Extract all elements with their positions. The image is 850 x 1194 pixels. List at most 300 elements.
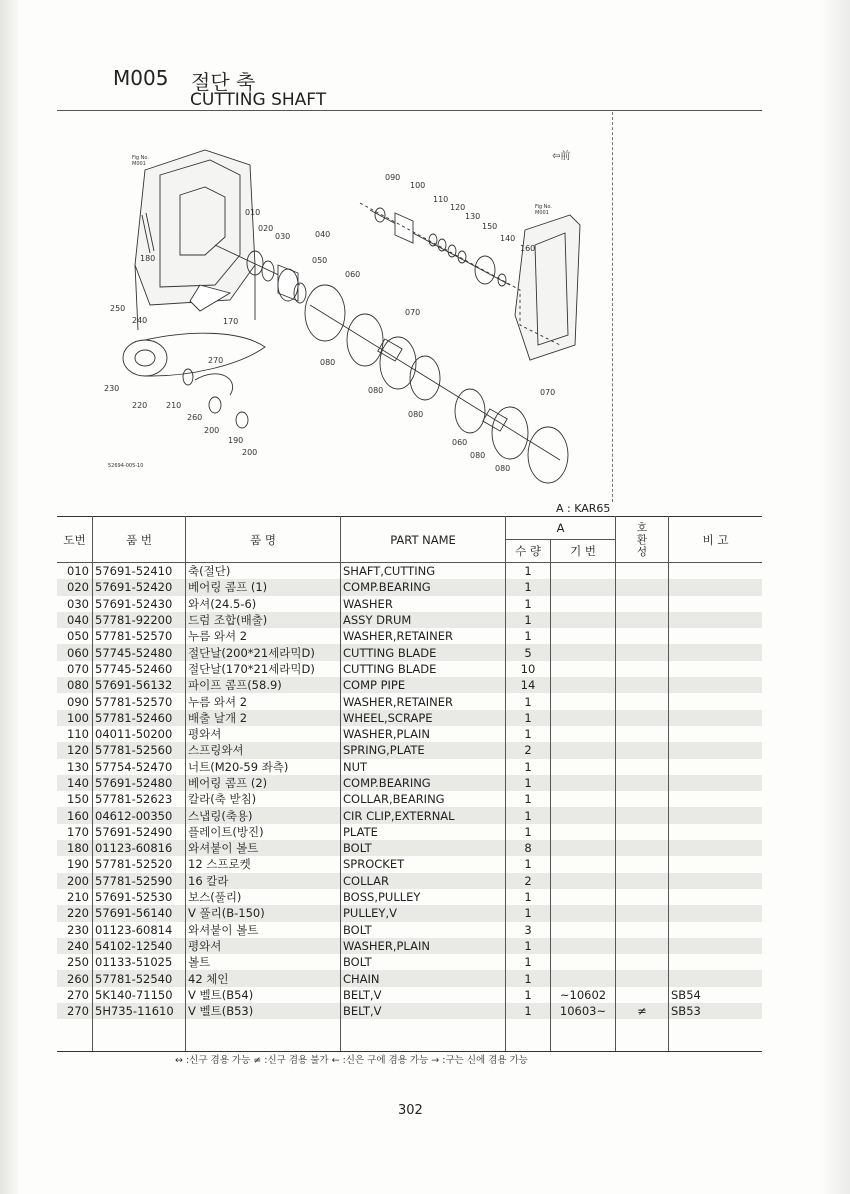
row-part-no: 57781-52590 — [93, 873, 186, 889]
table-row — [57, 840, 762, 856]
row-interchange — [616, 954, 669, 970]
row-name-ko: V 벨트(B53) — [186, 1003, 341, 1019]
row-qty: 1 — [506, 759, 551, 775]
title-rule — [57, 110, 762, 111]
row-part-name: ASSY DRUM — [341, 612, 506, 628]
row-remarks — [669, 938, 763, 954]
svg-text:250: 250 — [110, 304, 126, 313]
table-row — [57, 742, 762, 758]
row-part-no: 57781-52623 — [93, 791, 186, 807]
svg-text:090: 090 — [385, 173, 401, 182]
row-no: 250 — [67, 955, 89, 970]
row-name-ko: 보스(풀리) — [186, 889, 341, 905]
row-no: 080 — [57, 677, 93, 693]
row-part-name: SHAFT,CUTTING — [341, 563, 506, 580]
row-qty: 2 — [506, 873, 551, 889]
table-row — [57, 987, 762, 1003]
row-serial — [551, 905, 616, 921]
svg-text:040: 040 — [315, 230, 331, 239]
row-part-name: COMP PIPE — [341, 677, 506, 693]
svg-text:210: 210 — [166, 401, 182, 410]
row-qty: 1 — [506, 579, 551, 595]
row-no: 190 — [67, 857, 89, 872]
table-filler-row — [57, 1019, 762, 1052]
row-part-no: 5K140-71150 — [93, 987, 186, 1003]
row-remarks — [669, 759, 763, 775]
row-interchange — [616, 693, 669, 709]
row-no: 010 — [67, 564, 89, 579]
row-part-name: CHAIN — [341, 970, 506, 986]
row-interchange — [616, 677, 669, 693]
row-part-no: 57691-52530 — [93, 889, 186, 905]
svg-text:170: 170 — [223, 317, 239, 326]
table-row — [57, 726, 762, 742]
svg-text:52694-005-10: 52694-005-10 — [108, 463, 144, 469]
row-serial — [551, 677, 616, 693]
row-serial: ~10602 — [551, 987, 616, 1003]
row-interchange — [616, 938, 669, 954]
row-name-ko: 절단날(170*21세라믹D) — [186, 661, 341, 677]
row-qty: 1 — [506, 1003, 551, 1019]
svg-text:050: 050 — [312, 256, 328, 265]
row-no: 120 — [57, 742, 93, 758]
row-part-name: BOLT — [341, 954, 506, 970]
row-interchange — [616, 824, 669, 840]
row-part-no: 57781-52570 — [93, 693, 186, 709]
row-part-name: COMP.BEARING — [341, 775, 506, 791]
table-row — [57, 677, 762, 693]
row-interchange — [616, 840, 669, 856]
row-part-no: 5H735-11610 — [93, 1003, 186, 1019]
row-serial — [551, 726, 616, 742]
col-header-part-name: PART NAME — [341, 517, 506, 563]
row-remarks — [669, 889, 763, 905]
row-no: 180 — [57, 840, 93, 856]
row-qty: 1 — [506, 938, 551, 954]
row-part-name: BELT,V — [341, 1003, 506, 1019]
row-part-name: WASHER,PLAIN — [341, 938, 506, 954]
row-no: 230 — [67, 922, 89, 937]
table-row — [57, 710, 762, 726]
row-interchange — [616, 742, 669, 758]
svg-text:110: 110 — [433, 195, 449, 204]
row-part-no: 04011-50200 — [93, 726, 186, 742]
row-part-no: 57781-52460 — [93, 710, 186, 726]
svg-text:M001: M001 — [132, 161, 146, 167]
col-header-no: 도번 — [57, 517, 93, 563]
diagram-linework — [123, 150, 580, 483]
row-name-ko: 42 체인 — [186, 970, 341, 986]
row-part-name: CUTTING BLADE — [341, 661, 506, 677]
row-name-ko: 와셔(24.5-6) — [186, 596, 341, 612]
row-remarks — [669, 596, 763, 612]
row-qty: 1 — [506, 987, 551, 1003]
row-no: 070 — [67, 661, 89, 676]
row-qty: 1 — [506, 970, 551, 986]
row-part-no: 57691-52480 — [93, 775, 186, 791]
row-name-ko: 12 스프로켓 — [186, 856, 341, 872]
svg-text:260: 260 — [187, 413, 203, 422]
filler-cell — [551, 1019, 616, 1052]
row-serial — [551, 710, 616, 726]
row-serial — [551, 873, 616, 889]
table-row — [57, 579, 762, 595]
row-part-name: WASHER,RETAINER — [341, 628, 506, 644]
row-qty: 1 — [506, 563, 551, 580]
table-row — [57, 970, 762, 986]
row-no: 240 — [57, 938, 93, 954]
row-no: 150 — [67, 792, 89, 807]
row-remarks — [669, 742, 763, 758]
row-part-no: 57781-52560 — [93, 742, 186, 758]
row-qty: 5 — [506, 644, 551, 660]
row-remarks — [669, 840, 763, 856]
row-qty: 1 — [506, 954, 551, 970]
table-row — [57, 905, 762, 921]
svg-text:080: 080 — [368, 386, 384, 395]
interchange-legend: ↔ :신구 겸용 가능 ≠ :신구 겸용 불가 ← :신은 구에 겸용 가능 → :구는 신에 겸용 가능 — [175, 1055, 528, 1066]
row-part-no: 57691-52410 — [93, 563, 186, 580]
row-part-name: CIR CLIP,EXTERNAL — [341, 807, 506, 823]
svg-text:080: 080 — [495, 464, 511, 473]
page-edge-right — [820, 0, 850, 1194]
row-interchange — [616, 856, 669, 872]
col-header-interchange: 호 환 성 — [616, 517, 669, 563]
svg-text:190: 190 — [228, 436, 244, 445]
row-remarks — [669, 856, 763, 872]
row-part-no: 57691-52420 — [93, 579, 186, 595]
row-serial — [551, 938, 616, 954]
svg-text:020: 020 — [258, 224, 274, 233]
row-serial — [551, 759, 616, 775]
row-qty: 14 — [506, 677, 551, 693]
row-remarks — [669, 775, 763, 791]
row-part-no: 57745-52460 — [93, 661, 186, 677]
page-title-english: CUTTING SHAFT — [190, 90, 327, 110]
svg-text:080: 080 — [408, 410, 424, 419]
row-name-ko: 평와셔 — [186, 938, 341, 954]
row-interchange — [616, 970, 669, 986]
row-serial — [551, 628, 616, 644]
row-interchange — [616, 579, 669, 595]
row-name-ko: 누름 와셔 2 — [186, 628, 341, 644]
page-number: 302 — [398, 1103, 423, 1118]
row-interchange — [616, 987, 669, 1003]
row-no: 100 — [57, 710, 93, 726]
row-remarks — [669, 954, 763, 970]
table-row — [57, 824, 762, 840]
svg-text:070: 070 — [405, 308, 421, 317]
row-name-ko: 너트(M20-59 좌측) — [186, 759, 341, 775]
row-qty: 1 — [506, 726, 551, 742]
row-no: 270 — [57, 1003, 93, 1019]
table-row — [57, 644, 762, 660]
svg-text:M001: M001 — [535, 210, 549, 216]
row-no: 020 — [57, 579, 93, 595]
row-part-no: 57691-52490 — [93, 824, 186, 840]
row-name-ko: 베어링 콤프 (2) — [186, 775, 341, 791]
filler-cell — [506, 1019, 551, 1052]
svg-text:200: 200 — [204, 426, 220, 435]
row-name-ko: 축(절단) — [186, 563, 341, 580]
row-serial — [551, 742, 616, 758]
table-row — [57, 938, 762, 954]
filler-cell — [57, 1019, 93, 1052]
row-no: 030 — [67, 596, 89, 611]
row-part-no: 57781-52520 — [93, 856, 186, 872]
svg-text:230: 230 — [104, 384, 120, 393]
table-row — [57, 661, 762, 677]
row-part-no: 57691-52430 — [93, 596, 186, 612]
row-part-name: WHEEL,SCRAPE — [341, 710, 506, 726]
row-serial — [551, 596, 616, 612]
svg-text:070: 070 — [540, 388, 556, 397]
row-remarks — [669, 905, 763, 921]
svg-text:150: 150 — [482, 222, 498, 231]
table-row — [57, 1003, 762, 1019]
table-row — [57, 563, 762, 580]
table-row — [57, 775, 762, 791]
col-header-remarks: 비 고 — [669, 517, 763, 563]
row-serial — [551, 824, 616, 840]
row-no: 040 — [57, 612, 93, 628]
row-remarks — [669, 726, 763, 742]
row-remarks — [669, 579, 763, 595]
row-interchange — [616, 807, 669, 823]
row-part-name: BOLT — [341, 840, 506, 856]
row-remarks — [669, 612, 763, 628]
row-name-ko: 스냅링(축용) — [186, 807, 341, 823]
row-interchange — [616, 791, 669, 807]
row-remarks — [669, 677, 763, 693]
parts-table-body — [57, 563, 762, 1052]
row-qty: 1 — [506, 612, 551, 628]
row-qty: 1 — [506, 710, 551, 726]
row-qty: 1 — [506, 775, 551, 791]
row-no: 270 — [67, 987, 89, 1002]
row-no: 090 — [67, 694, 89, 709]
table-row — [57, 889, 762, 905]
row-interchange — [616, 759, 669, 775]
row-part-name: COLLAR — [341, 873, 506, 889]
row-part-name: COLLAR,BEARING — [341, 791, 506, 807]
row-remarks — [669, 824, 763, 840]
diagram-divider — [612, 112, 613, 502]
svg-text:240: 240 — [132, 316, 148, 325]
svg-text:140: 140 — [500, 234, 516, 243]
model-label: A : KAR65 — [556, 502, 611, 515]
row-name-ko: 누름 와셔 2 — [186, 693, 341, 709]
row-remarks: SB54 — [669, 987, 763, 1003]
row-no: 170 — [67, 824, 89, 839]
row-qty: 1 — [506, 791, 551, 807]
row-no: 260 — [57, 970, 93, 986]
exploded-parts-diagram — [90, 115, 610, 495]
row-qty: 1 — [506, 856, 551, 872]
svg-text:Fig No.: Fig No. — [132, 155, 149, 161]
row-no: 210 — [67, 890, 89, 905]
row-qty: 8 — [506, 840, 551, 856]
row-serial — [551, 563, 616, 580]
row-interchange — [616, 596, 669, 612]
row-qty: 3 — [506, 922, 551, 938]
row-part-name: PULLEY,V — [341, 905, 506, 921]
table-row — [57, 922, 762, 938]
page-title-korean: 절단 축 — [191, 70, 256, 94]
table-row — [57, 856, 762, 872]
row-name-ko: 와셔붙이 볼트 — [186, 840, 341, 856]
row-serial — [551, 840, 616, 856]
row-part-name: COMP.BEARING — [341, 579, 506, 595]
row-remarks — [669, 661, 763, 677]
row-remarks — [669, 807, 763, 823]
row-name-ko: V 풀리(B-150) — [186, 905, 341, 921]
row-remarks — [669, 873, 763, 889]
row-interchange — [616, 710, 669, 726]
row-name-ko: 파이프 콤프(58.9) — [186, 677, 341, 693]
row-interchange — [616, 775, 669, 791]
row-serial — [551, 612, 616, 628]
row-name-ko: 베어링 콤프 (1) — [186, 579, 341, 595]
section-code: M005 — [113, 66, 169, 90]
row-part-no: 01123-60816 — [93, 840, 186, 856]
filler-cell — [616, 1019, 669, 1052]
row-part-name: BELT,V — [341, 987, 506, 1003]
row-part-name: BOSS,PULLEY — [341, 889, 506, 905]
row-part-no: 54102-12540 — [93, 938, 186, 954]
svg-text:180: 180 — [140, 254, 156, 263]
row-interchange — [616, 726, 669, 742]
row-name-ko: 평와셔 — [186, 726, 341, 742]
row-no: 130 — [67, 759, 89, 774]
row-interchange — [616, 661, 669, 677]
row-name-ko: 배출 날개 2 — [186, 710, 341, 726]
row-name-ko: 와셔붙이 볼트 — [186, 922, 341, 938]
row-part-name: CUTTING BLADE — [341, 644, 506, 660]
table-row — [57, 873, 762, 889]
row-qty: 1 — [506, 905, 551, 921]
row-serial — [551, 889, 616, 905]
row-name-ko: 플레이트(방진) — [186, 824, 341, 840]
row-serial — [551, 644, 616, 660]
page-edge-shadow — [0, 0, 18, 1194]
row-name-ko: 스프링와셔 — [186, 742, 341, 758]
table-row — [57, 628, 762, 644]
row-remarks — [669, 791, 763, 807]
row-part-no: 57781-52570 — [93, 628, 186, 644]
row-interchange — [616, 612, 669, 628]
row-part-name: NUT — [341, 759, 506, 775]
row-part-name: SPROCKET — [341, 856, 506, 872]
row-qty: 2 — [506, 742, 551, 758]
row-interchange — [616, 922, 669, 938]
row-part-no: 01123-60814 — [93, 922, 186, 938]
row-serial — [551, 856, 616, 872]
row-interchange — [616, 873, 669, 889]
table-row — [57, 693, 762, 709]
col-header-serial: 기 번 — [551, 540, 616, 563]
row-qty: 1 — [506, 807, 551, 823]
row-remarks — [669, 922, 763, 938]
row-part-name: WASHER — [341, 596, 506, 612]
row-part-name: BOLT — [341, 922, 506, 938]
table-row — [57, 596, 762, 612]
row-part-no: 01133-51025 — [93, 954, 186, 970]
filler-cell — [186, 1019, 341, 1052]
row-serial — [551, 661, 616, 677]
row-name-ko: 드럼 조합(배출) — [186, 612, 341, 628]
svg-text:220: 220 — [132, 401, 148, 410]
row-serial — [551, 970, 616, 986]
col-header-group-a: A — [506, 517, 616, 540]
row-part-name: SPRING,PLATE — [341, 742, 506, 758]
svg-text:010: 010 — [245, 208, 261, 217]
row-part-no: 57754-52470 — [93, 759, 186, 775]
svg-text:080: 080 — [320, 358, 336, 367]
svg-text:120: 120 — [450, 203, 466, 212]
row-serial — [551, 693, 616, 709]
row-serial: 10603~ — [551, 1003, 616, 1019]
row-no: 200 — [57, 873, 93, 889]
row-no: 220 — [57, 905, 93, 921]
table-header-row — [57, 517, 762, 540]
row-part-no: 57781-52540 — [93, 970, 186, 986]
row-part-no: 57781-92200 — [93, 612, 186, 628]
row-name-ko: 볼트 — [186, 954, 341, 970]
filler-cell — [93, 1019, 186, 1052]
table-row — [57, 954, 762, 970]
svg-text:060: 060 — [452, 438, 468, 447]
table-row — [57, 807, 762, 823]
row-qty: 1 — [506, 889, 551, 905]
svg-text:030: 030 — [275, 232, 291, 241]
row-no: 110 — [67, 727, 89, 742]
row-part-name: WASHER,RETAINER — [341, 693, 506, 709]
svg-text:080: 080 — [470, 451, 486, 460]
row-no: 050 — [67, 629, 89, 644]
row-qty: 10 — [506, 661, 551, 677]
row-no: 060 — [57, 644, 93, 660]
row-remarks: SB53 — [669, 1003, 763, 1019]
parts-table — [57, 516, 762, 1052]
row-part-no: 04612-00350 — [93, 807, 186, 823]
row-interchange — [616, 905, 669, 921]
col-header-part-no: 품 번 — [93, 517, 186, 563]
row-no: 160 — [57, 807, 93, 823]
filler-cell — [341, 1019, 506, 1052]
svg-text:200: 200 — [242, 448, 258, 457]
row-interchange — [616, 628, 669, 644]
col-header-name-ko: 품 명 — [186, 517, 341, 563]
col-header-qty: 수 량 — [506, 540, 551, 563]
row-part-no: 57691-56132 — [93, 677, 186, 693]
row-remarks — [669, 644, 763, 660]
row-part-name: PLATE — [341, 824, 506, 840]
svg-text:130: 130 — [465, 212, 481, 221]
row-serial — [551, 791, 616, 807]
table-row — [57, 612, 762, 628]
row-qty: 1 — [506, 824, 551, 840]
row-no: 140 — [57, 775, 93, 791]
svg-text:270: 270 — [208, 356, 224, 365]
row-part-no: 57691-56140 — [93, 905, 186, 921]
svg-text:060: 060 — [345, 270, 361, 279]
row-part-name: WASHER,PLAIN — [341, 726, 506, 742]
row-interchange: ≠ — [616, 1003, 669, 1019]
row-name-ko: V 벨트(B54) — [186, 987, 341, 1003]
row-serial — [551, 807, 616, 823]
row-name-ko: 칼라(축 받침) — [186, 791, 341, 807]
